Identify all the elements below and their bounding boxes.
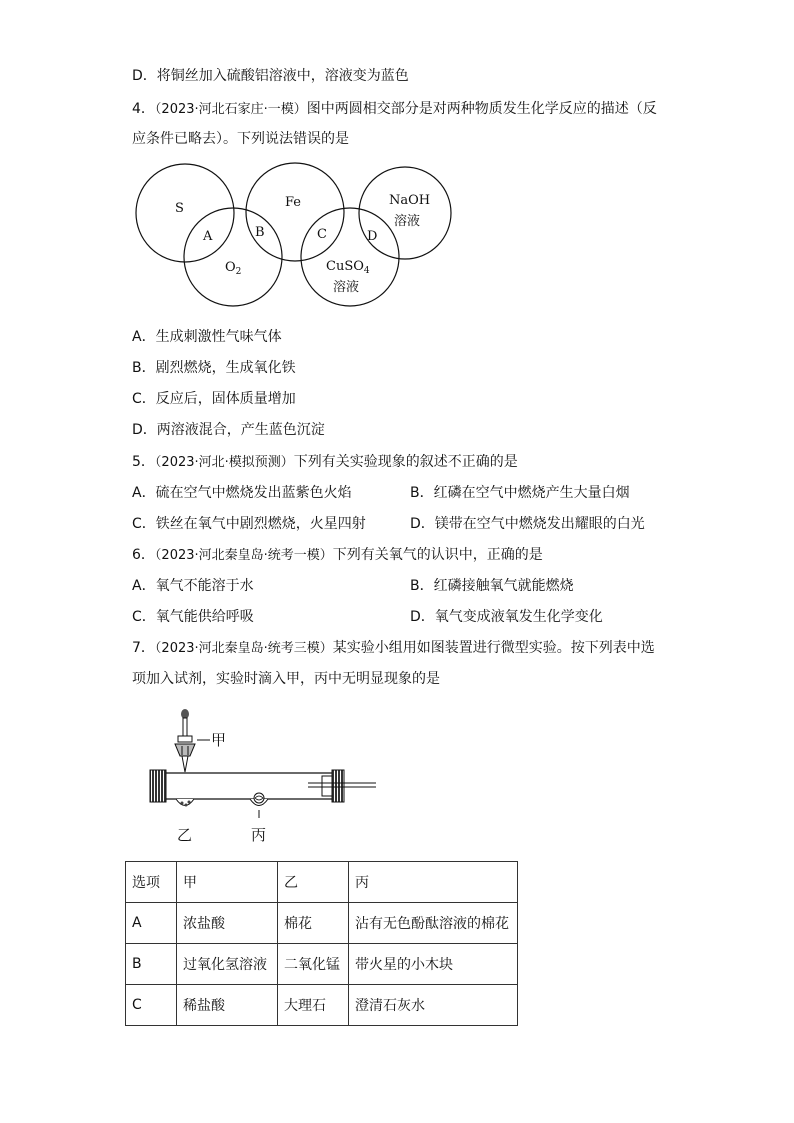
table-cell: 澄清石灰水 xyxy=(349,985,518,1026)
table-header-row xyxy=(126,862,518,903)
table-cell: 二氧化锰 xyxy=(278,944,349,985)
label-d: D xyxy=(367,229,378,244)
q7-stem-line2: 项加入试剂，实验时滴入甲，丙中无明显现象的是 xyxy=(132,671,440,687)
header-bing: 丙 xyxy=(349,862,518,903)
table-cell: B xyxy=(126,944,177,985)
header-yi: 乙 xyxy=(278,862,349,903)
table-cell: 过氧化氢溶液 xyxy=(177,944,278,985)
q6-source: （2023·河北秦皇岛·统考一模） xyxy=(154,548,333,563)
q3-option-d: D．将铜丝加入硫酸铝溶液中，溶液变为蓝色 xyxy=(132,68,409,84)
table-cell: 稀盐酸 xyxy=(177,985,278,1026)
dropper-collar xyxy=(178,736,192,742)
q6-option-c: C．氧气能供给呼吸 xyxy=(132,609,254,625)
q4-option-c: C．反应后，固体质量增加 xyxy=(132,391,296,407)
q6-stem xyxy=(132,545,543,566)
label-cuso4-solution: 溶液 xyxy=(333,280,360,295)
label-a: A xyxy=(203,229,213,244)
header-option: 选项 xyxy=(126,862,177,903)
dropper-funnel xyxy=(175,744,195,756)
q6-option-b: B．红磷接触氧气就能燃烧 xyxy=(410,578,574,594)
label-cuso4: CuSO$_4$ xyxy=(326,259,370,276)
q4-stem-line1 xyxy=(132,99,657,120)
label-bing: 丙 xyxy=(251,826,267,844)
header-jia: 甲 xyxy=(177,862,278,903)
q4-option-d: D．两溶液混合，产生蓝色沉淀 xyxy=(132,422,325,438)
q4-stem-line2: 应条件已略去）。下列说法错误的是 xyxy=(132,131,349,147)
table-cell: C xyxy=(126,985,177,1026)
q5-stem xyxy=(132,452,518,473)
q5-source: （2023·河北·模拟预测） xyxy=(154,455,294,470)
label-o2: $O_2$ xyxy=(225,260,242,277)
q5-stem-text: 下列有关实验现象的叙述不正确的是 xyxy=(293,454,518,470)
q6-option-a: A．氧气不能溶于水 xyxy=(132,578,254,594)
table-cell: 大理石 xyxy=(278,985,349,1026)
table-cell: 浓盐酸 xyxy=(177,903,278,944)
plunger xyxy=(322,776,332,796)
q6-stem-text: 下列有关氧气的认识中，正确的是 xyxy=(332,547,543,563)
label-c: C xyxy=(317,227,327,242)
q4-circles-diagram xyxy=(135,160,460,310)
table-row xyxy=(126,985,518,1026)
q5-option-d: D．镁带在空气中燃烧发出耀眼的白光 xyxy=(410,516,645,532)
table-cell: 棉花 xyxy=(278,903,349,944)
q7-stem-text1: 某实验小组用如图装置进行微型实验。按下列表中选 xyxy=(332,640,655,656)
label-b: B xyxy=(255,225,265,240)
q4-number: 4． xyxy=(132,101,155,117)
q7-apparatus-diagram xyxy=(140,700,390,850)
q7-stem-line1 xyxy=(132,638,655,659)
q5-option-b: B．红磷在空气中燃烧产生大量白烟 xyxy=(410,485,630,501)
q7-number: 7． xyxy=(132,640,155,656)
q7-source: （2023·河北秦皇岛·统考三模） xyxy=(154,641,333,656)
table-cell: A xyxy=(126,903,177,944)
q4-option-a: A．生成刺激性气味气体 xyxy=(132,329,282,345)
label-naoh: NaOH xyxy=(389,193,431,208)
dropper-tip xyxy=(182,756,188,772)
q5-option-a: A．硫在空气中燃烧发出蓝紫色火焰 xyxy=(132,485,352,501)
table-cell: 沾有无色酚酞溶液的棉花 xyxy=(349,903,518,944)
dropper-stem xyxy=(183,718,187,738)
table-cell: 带火星的小木块 xyxy=(349,944,518,985)
label-yi: 乙 xyxy=(177,826,193,844)
label-jia: 甲 xyxy=(211,731,227,749)
right-stopper xyxy=(332,770,344,802)
label-fe: Fe xyxy=(285,195,302,210)
q5-number: 5． xyxy=(132,454,155,470)
q4-stem-text1: 图中两圆相交部分是对两种物质发生化学反应的描述（反 xyxy=(306,101,657,117)
q6-option-d: D．氧气变成液氧发生化学变化 xyxy=(410,609,603,625)
left-stopper xyxy=(150,770,166,802)
table-row xyxy=(126,903,518,944)
table-row xyxy=(126,944,518,985)
q5-option-c: C．铁丝在氧气中剧烈燃烧，火星四射 xyxy=(132,516,366,532)
q6-number: 6． xyxy=(132,547,155,563)
q7-options-table xyxy=(125,861,518,1026)
q4-source: （2023·河北石家庄·一模） xyxy=(154,102,307,117)
label-naoh-solution: 溶液 xyxy=(394,214,421,229)
label-s: S xyxy=(175,201,184,216)
q4-option-b: B．剧烈燃烧，生成氧化铁 xyxy=(132,360,296,376)
